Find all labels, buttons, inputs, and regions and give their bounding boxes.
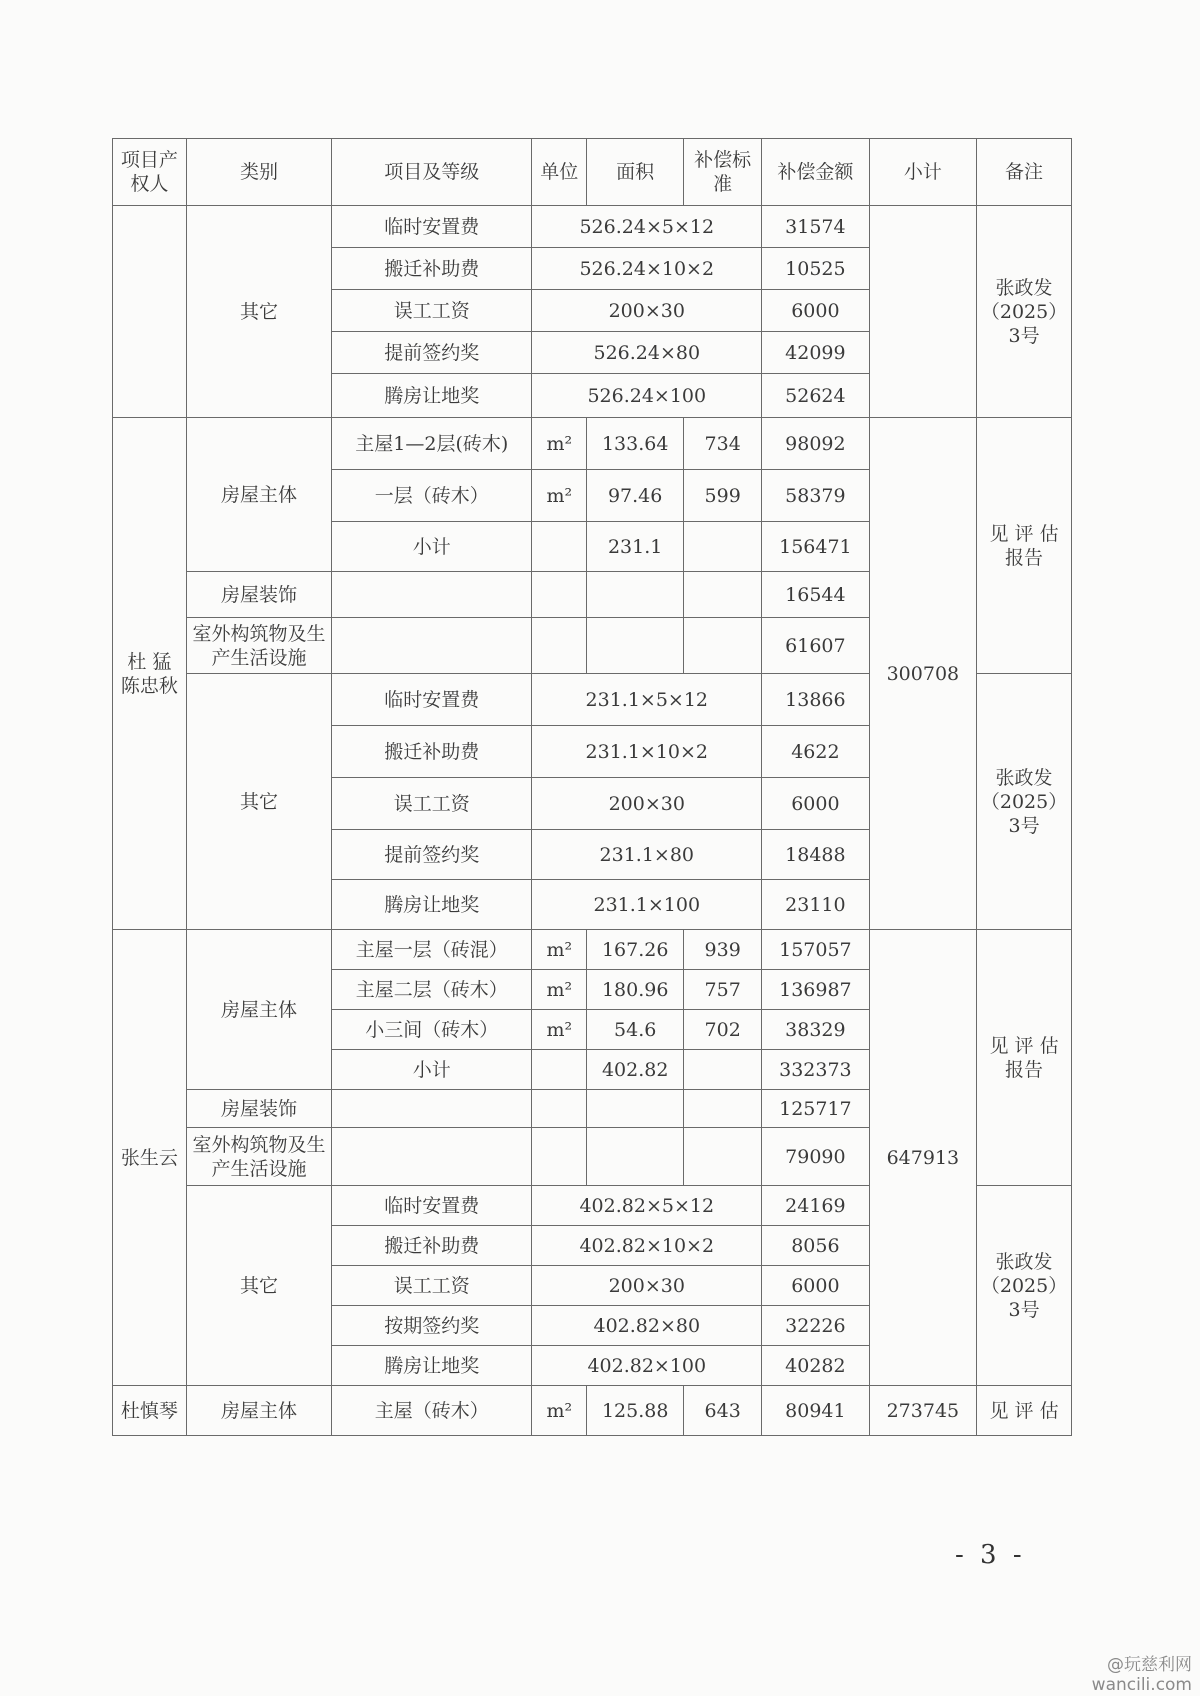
header-unit: 单位 xyxy=(532,139,587,206)
note-cell: 张政发（2025）3号 xyxy=(977,1186,1072,1386)
amount-cell: 136987 xyxy=(762,970,869,1010)
header-row xyxy=(113,139,1072,206)
category-cell: 其它 xyxy=(186,1186,331,1386)
item-cell: 小计 xyxy=(332,1050,532,1090)
formula-cell: 526.24×80 xyxy=(532,332,762,374)
category-cell: 房屋主体 xyxy=(186,1386,331,1436)
amount-cell: 18488 xyxy=(762,830,869,880)
note-cell: 张政发（2025）3号 xyxy=(977,206,1072,418)
item-cell: 误工工资 xyxy=(332,290,532,332)
standard-cell: 599 xyxy=(684,470,762,522)
item-cell: 主屋二层（砖木） xyxy=(332,970,532,1010)
item-cell: 提前签约奖 xyxy=(332,332,532,374)
owner-cell: 杜慎琴 xyxy=(113,1386,187,1436)
amount-cell: 24169 xyxy=(762,1186,869,1226)
category-cell: 房屋主体 xyxy=(186,930,331,1090)
unit-cell: m² xyxy=(532,930,587,970)
item-cell: 主屋1—2层(砖木) xyxy=(332,418,532,470)
area-cell: 54.6 xyxy=(587,1010,684,1050)
item-cell: 小计 xyxy=(332,522,532,572)
item-cell: 搬迁补助费 xyxy=(332,726,532,778)
amount-cell: 32226 xyxy=(762,1306,869,1346)
formula-cell: 526.24×10×2 xyxy=(532,248,762,290)
amount-cell: 31574 xyxy=(762,206,869,248)
formula-cell: 200×30 xyxy=(532,1266,762,1306)
standard-cell xyxy=(684,522,762,572)
formula-cell: 231.1×80 xyxy=(532,830,762,880)
item-cell: 小三间（砖木） xyxy=(332,1010,532,1050)
table-row xyxy=(113,418,1072,470)
table-row xyxy=(113,1386,1072,1436)
amount-cell: 98092 xyxy=(762,418,869,470)
amount-cell: 79090 xyxy=(762,1128,869,1186)
formula-cell: 402.82×100 xyxy=(532,1346,762,1386)
standard-cell: 702 xyxy=(684,1010,762,1050)
amount-cell: 157057 xyxy=(762,930,869,970)
amount-cell: 13866 xyxy=(762,674,869,726)
watermark-line1: @玩慈利网 xyxy=(1107,1655,1192,1675)
owner-cell xyxy=(113,206,187,418)
standard-cell: 939 xyxy=(684,930,762,970)
formula-cell: 231.1×100 xyxy=(532,880,762,930)
standard-cell xyxy=(684,1050,762,1090)
header-category: 类别 xyxy=(186,139,331,206)
item-cell: 按期签约奖 xyxy=(332,1306,532,1346)
area-cell: 133.64 xyxy=(587,418,684,470)
standard-cell: 734 xyxy=(684,418,762,470)
item-cell: 腾房让地奖 xyxy=(332,1346,532,1386)
item-cell: 搬迁补助费 xyxy=(332,248,532,290)
unit-cell: m² xyxy=(532,470,587,522)
header-note: 备注 xyxy=(977,139,1072,206)
subtotal-cell xyxy=(869,206,976,418)
formula-cell: 231.1×10×2 xyxy=(532,726,762,778)
amount-cell: 8056 xyxy=(762,1226,869,1266)
unit-cell xyxy=(532,1050,587,1090)
amount-cell: 125717 xyxy=(762,1090,869,1128)
amount-cell: 38329 xyxy=(762,1010,869,1050)
category-cell: 室外构筑物及生产生活设施 xyxy=(186,618,331,674)
item-cell: 临时安置费 xyxy=(332,674,532,726)
unit-cell: m² xyxy=(532,1386,587,1436)
amount-cell: 6000 xyxy=(762,778,869,830)
note-cell: 见 评 估 xyxy=(977,1386,1072,1436)
amount-cell: 4622 xyxy=(762,726,869,778)
amount-cell: 40282 xyxy=(762,1346,869,1386)
category-cell: 其它 xyxy=(186,674,331,930)
formula-cell: 402.82×5×12 xyxy=(532,1186,762,1226)
category-cell: 房屋主体 xyxy=(186,418,331,572)
category-cell: 房屋装饰 xyxy=(186,572,331,618)
watermark-line2: wancili.com xyxy=(1091,1675,1192,1695)
header-area: 面积 xyxy=(587,139,684,206)
category-cell: 房屋装饰 xyxy=(186,1090,331,1128)
area-cell: 402.82 xyxy=(587,1050,684,1090)
amount-cell: 80941 xyxy=(762,1386,869,1436)
area-cell: 231.1 xyxy=(587,522,684,572)
note-cell: 见 评 估 报告 xyxy=(977,418,1072,674)
amount-cell: 6000 xyxy=(762,290,869,332)
subtotal-cell: 300708 xyxy=(869,418,976,930)
formula-cell: 526.24×100 xyxy=(532,374,762,418)
unit-cell: m² xyxy=(532,418,587,470)
amount-cell: 16544 xyxy=(762,572,869,618)
watermark xyxy=(1092,1655,1192,1695)
page-number: - 3 - xyxy=(955,1540,1026,1570)
item-cell: 腾房让地奖 xyxy=(332,374,532,418)
unit-cell xyxy=(532,522,587,572)
area-cell: 180.96 xyxy=(587,970,684,1010)
note-cell: 见 评 估 报告 xyxy=(977,930,1072,1186)
amount-cell: 52624 xyxy=(762,374,869,418)
item-cell: 搬迁补助费 xyxy=(332,1226,532,1266)
item-cell: 主屋一层（砖混） xyxy=(332,930,532,970)
amount-cell: 61607 xyxy=(762,618,869,674)
table-row xyxy=(113,206,1072,248)
table-row xyxy=(113,930,1072,970)
amount-cell: 42099 xyxy=(762,332,869,374)
amount-cell: 332373 xyxy=(762,1050,869,1090)
standard-cell: 757 xyxy=(684,970,762,1010)
header-subtotal: 小计 xyxy=(869,139,976,206)
formula-cell: 231.1×5×12 xyxy=(532,674,762,726)
owner-cell: 张生云 xyxy=(113,930,187,1386)
owner-cell: 杜 猛 陈忠秋 xyxy=(113,418,187,930)
formula-cell: 200×30 xyxy=(532,778,762,830)
formula-cell: 402.82×10×2 xyxy=(532,1226,762,1266)
item-cell: 临时安置费 xyxy=(332,206,532,248)
item-cell: 提前签约奖 xyxy=(332,830,532,880)
header-amount: 补偿金额 xyxy=(762,139,869,206)
item-cell: 误工工资 xyxy=(332,1266,532,1306)
area-cell: 125.88 xyxy=(587,1386,684,1436)
unit-cell: m² xyxy=(532,970,587,1010)
item-cell: 腾房让地奖 xyxy=(332,880,532,930)
formula-cell: 200×30 xyxy=(532,290,762,332)
amount-cell: 23110 xyxy=(762,880,869,930)
item-cell: 一层（砖木） xyxy=(332,470,532,522)
amount-cell: 58379 xyxy=(762,470,869,522)
formula-cell: 526.24×5×12 xyxy=(532,206,762,248)
standard-cell: 643 xyxy=(684,1386,762,1436)
header-owner: 项目产权人 xyxy=(113,139,187,206)
category-cell: 室外构筑物及生产生活设施 xyxy=(186,1128,331,1186)
note-cell: 张政发（2025）3号 xyxy=(977,674,1072,930)
item-cell: 主屋（砖木） xyxy=(332,1386,532,1436)
header-standard: 补偿标准 xyxy=(684,139,762,206)
amount-cell: 6000 xyxy=(762,1266,869,1306)
unit-cell: m² xyxy=(532,1010,587,1050)
amount-cell: 156471 xyxy=(762,522,869,572)
area-cell: 167.26 xyxy=(587,930,684,970)
subtotal-cell: 273745 xyxy=(869,1386,976,1436)
compensation-table xyxy=(112,138,1072,1436)
formula-cell: 402.82×80 xyxy=(532,1306,762,1346)
header-item: 项目及等级 xyxy=(332,139,532,206)
category-cell: 其它 xyxy=(186,206,331,418)
amount-cell: 10525 xyxy=(762,248,869,290)
area-cell: 97.46 xyxy=(587,470,684,522)
item-cell: 误工工资 xyxy=(332,778,532,830)
item-cell: 临时安置费 xyxy=(332,1186,532,1226)
subtotal-cell: 647913 xyxy=(869,930,976,1386)
